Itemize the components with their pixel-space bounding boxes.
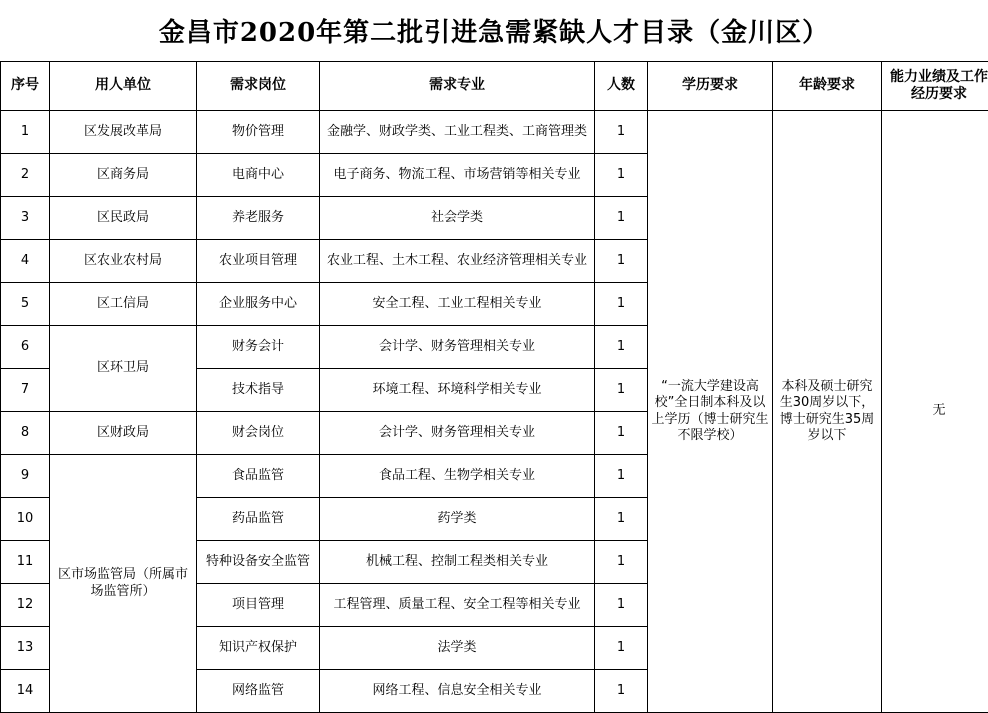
- cell-count: 1: [595, 627, 648, 670]
- cell-unit: 区环卫局: [50, 326, 197, 412]
- cell-no: 2: [1, 154, 50, 197]
- cell-unit: 区市场监管局（所属市场监管所）: [50, 455, 197, 713]
- cell-no: 8: [1, 412, 50, 455]
- cell-no: 14: [1, 670, 50, 713]
- cell-count: 1: [595, 154, 648, 197]
- cell-count: 1: [595, 412, 648, 455]
- cell-post: 财务会计: [197, 326, 320, 369]
- header-cell-age: 年龄要求: [773, 62, 882, 111]
- page-title: 金昌市2020年第二批引进急需紧缺人才目录（金川区）: [0, 0, 988, 61]
- cell-count: 1: [595, 283, 648, 326]
- cell-count: 1: [595, 111, 648, 154]
- cell-post: 物价管理: [197, 111, 320, 154]
- cell-major: 环境工程、环境科学相关专业: [320, 369, 595, 412]
- header-cell-post: 需求岗位: [197, 62, 320, 111]
- cell-post: 食品监管: [197, 455, 320, 498]
- cell-post: 农业项目管理: [197, 240, 320, 283]
- cell-post: 电商中心: [197, 154, 320, 197]
- cell-count: 1: [595, 455, 648, 498]
- cell-count: 1: [595, 197, 648, 240]
- cell-ability-merged: 无: [882, 111, 988, 713]
- cell-no: 13: [1, 627, 50, 670]
- cell-major: 机械工程、控制工程类相关专业: [320, 541, 595, 584]
- header-cell-ability: 能力业绩及工作经历要求: [882, 62, 988, 111]
- cell-unit: 区财政局: [50, 412, 197, 455]
- cell-no: 3: [1, 197, 50, 240]
- cell-count: 1: [595, 541, 648, 584]
- cell-no: 4: [1, 240, 50, 283]
- cell-no: 11: [1, 541, 50, 584]
- cell-count: 1: [595, 584, 648, 627]
- cell-post: 特种设备安全监管: [197, 541, 320, 584]
- cell-post: 财会岗位: [197, 412, 320, 455]
- cell-no: 7: [1, 369, 50, 412]
- cell-major: 会计学、财务管理相关专业: [320, 412, 595, 455]
- cell-major: 安全工程、工业工程相关专业: [320, 283, 595, 326]
- cell-no: 9: [1, 455, 50, 498]
- cell-major: 法学类: [320, 627, 595, 670]
- cell-no: 1: [1, 111, 50, 154]
- cell-major: 食品工程、生物学相关专业: [320, 455, 595, 498]
- cell-unit: 区发展改革局: [50, 111, 197, 154]
- cell-no: 5: [1, 283, 50, 326]
- cell-major: 社会学类: [320, 197, 595, 240]
- cell-major: 网络工程、信息安全相关专业: [320, 670, 595, 713]
- cell-major: 药学类: [320, 498, 595, 541]
- table-body: [1, 111, 988, 713]
- cell-count: 1: [595, 498, 648, 541]
- table-row: [1, 111, 988, 154]
- header-cell-count: 人数: [595, 62, 648, 111]
- cell-post: 企业服务中心: [197, 283, 320, 326]
- cell-post: 技术指导: [197, 369, 320, 412]
- cell-post: 药品监管: [197, 498, 320, 541]
- cell-no: 12: [1, 584, 50, 627]
- cell-unit: 区商务局: [50, 154, 197, 197]
- cell-major: 工程管理、质量工程、安全工程等相关专业: [320, 584, 595, 627]
- cell-post: 项目管理: [197, 584, 320, 627]
- cell-count: 1: [595, 240, 648, 283]
- header-cell-education: 学历要求: [648, 62, 773, 111]
- cell-major: 农业工程、土木工程、农业经济管理相关专业: [320, 240, 595, 283]
- cell-post: 养老服务: [197, 197, 320, 240]
- cell-count: 1: [595, 369, 648, 412]
- cell-post: 知识产权保护: [197, 627, 320, 670]
- cell-count: 1: [595, 670, 648, 713]
- header-cell-no: 序号: [1, 62, 50, 111]
- cell-education-merged: “一流大学建设高校”全日制本科及以上学历（博士研究生不限学校）: [648, 111, 773, 713]
- header-cell-unit: 用人单位: [50, 62, 197, 111]
- cell-no: 10: [1, 498, 50, 541]
- header-cell-major: 需求专业: [320, 62, 595, 111]
- cell-major: 金融学、财政学类、工业工程类、工商管理类: [320, 111, 595, 154]
- cell-unit: 区工信局: [50, 283, 197, 326]
- cell-age-merged: 本科及硕士研究生30周岁以下，博士研究生35周岁以下: [773, 111, 882, 713]
- talent-catalog-table: [0, 61, 988, 713]
- cell-post: 网络监管: [197, 670, 320, 713]
- table-header: [1, 62, 988, 111]
- cell-unit: 区农业农村局: [50, 240, 197, 283]
- cell-no: 6: [1, 326, 50, 369]
- cell-unit: 区民政局: [50, 197, 197, 240]
- table-header-row: [1, 62, 988, 111]
- cell-count: 1: [595, 326, 648, 369]
- cell-major: 会计学、财务管理相关专业: [320, 326, 595, 369]
- cell-major: 电子商务、物流工程、市场营销等相关专业: [320, 154, 595, 197]
